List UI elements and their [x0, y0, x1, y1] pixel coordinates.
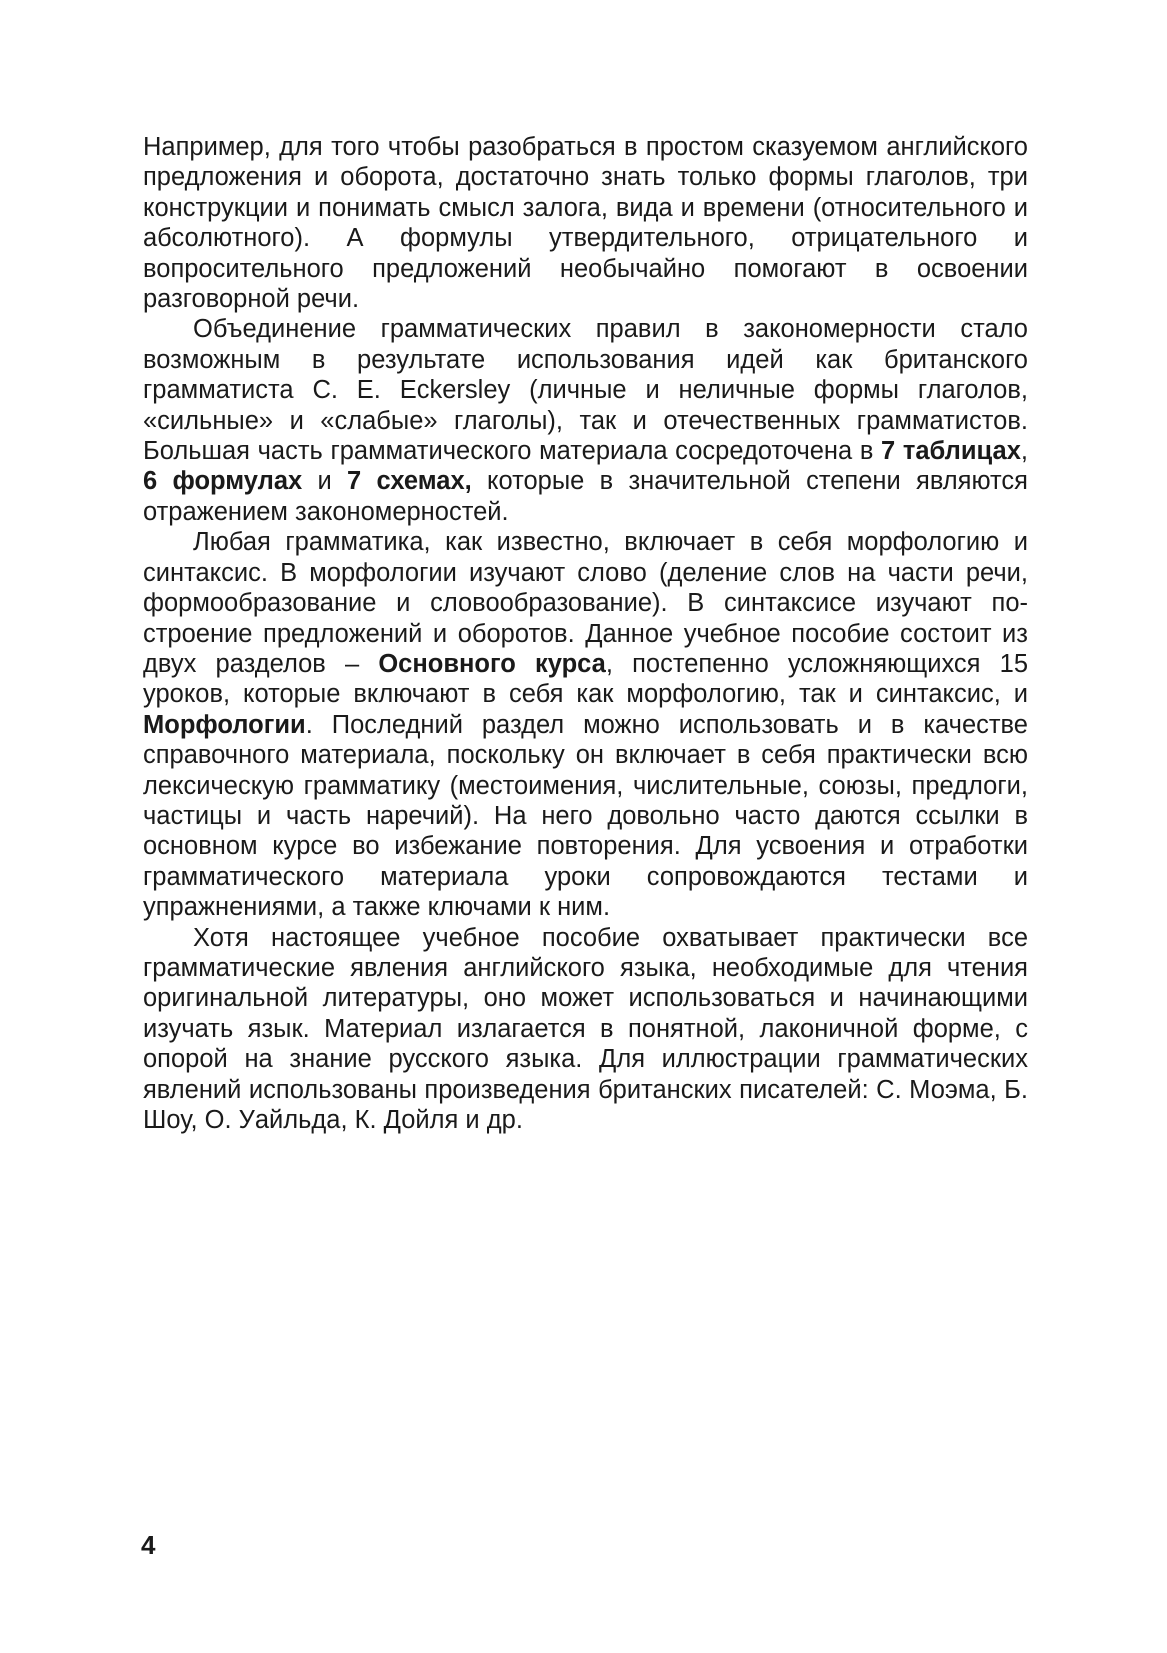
text-run: Объединение грамматических правил в закономерности стало возможным в результате использования идей как британского грамматиста C. E. Eckersley (личные и неличные формы глаголов, «сильные» и «слабые» глаголы), так и отечественных грамматистов. Большая часть грамматического материала сосредоточена в: [143, 315, 1028, 466]
paragraph-3: [143, 527, 1028, 922]
text-run: . Последний раздел можно использовать и в качестве справочного материала, поскольку он включает в себя практически всю лексическую грамматику (местоимения, числительные, союзы, предлоги, частицы и часть наречий). На него довольно часто даются ссылки в основном курсе во избежание повторения. Для усвоения и отработки грамматического материала уроки сопровождаются тестами и упражнениями, а также ключами к ним.: [143, 710, 1028, 922]
bold-term-7-tables: 7 таблицах: [881, 437, 1021, 466]
page-number: 4: [141, 1530, 156, 1560]
bold-term-morphology: Морфологии: [143, 710, 306, 739]
paragraph-4: [143, 923, 1028, 1136]
text-run: Например, для того чтобы разобраться в простом сказуемом английского предложения и оборота, достаточно знать только формы глаголов, три конструкции и понимать смысл залога, вида и времени (относительного и абсолютного). А формулы утвердительного, отрицательного и вопросительного предложений необычайно помогают в освоении разговорной речи.: [143, 133, 1028, 314]
bold-term-7-schemes: 7 схемах,: [347, 467, 472, 496]
text-run: ,: [1020, 437, 1028, 466]
text-run: и: [302, 467, 348, 496]
text-run: которые в значительной степени являются отражением закономерностей.: [143, 467, 1028, 526]
paragraph-1: [143, 132, 1028, 314]
bold-term-main-course: Основного курса: [378, 649, 606, 678]
paragraph-2: [143, 314, 1028, 527]
body-text: [143, 132, 1028, 1135]
text-run: , постепенно усложняющихся 15 уроков, которые включают в себя как морфологию, так и синтаксис, и: [143, 649, 1029, 709]
bold-term-6-formulas: 6 формулах: [143, 467, 303, 496]
text-run: Любая грамматика, как известно, включает в себя морфологию и синтаксис. В морфологии изучают слово (деление слов на части речи, формообразование и словообразование). В синтаксисе изучают построение предложений и оборотов. Данное учебное пособие состоит из двух разделов –: [143, 528, 1028, 678]
text-run: Хотя настоящее учебное пособие охватывает практически все грамматические явления английского языка, необходимые для чтения оригинальной литературы, оно может использоваться и начинающими изучать язык. Материал излагается в понятной, лаконичной форме, с опорой на знание русского языка. Для иллюстрации грамматических явлений использованы произведения британских писателей: С. Моэма, Б. Шоу, О. Уайльда, К. Дойля и др.: [143, 923, 1028, 1134]
